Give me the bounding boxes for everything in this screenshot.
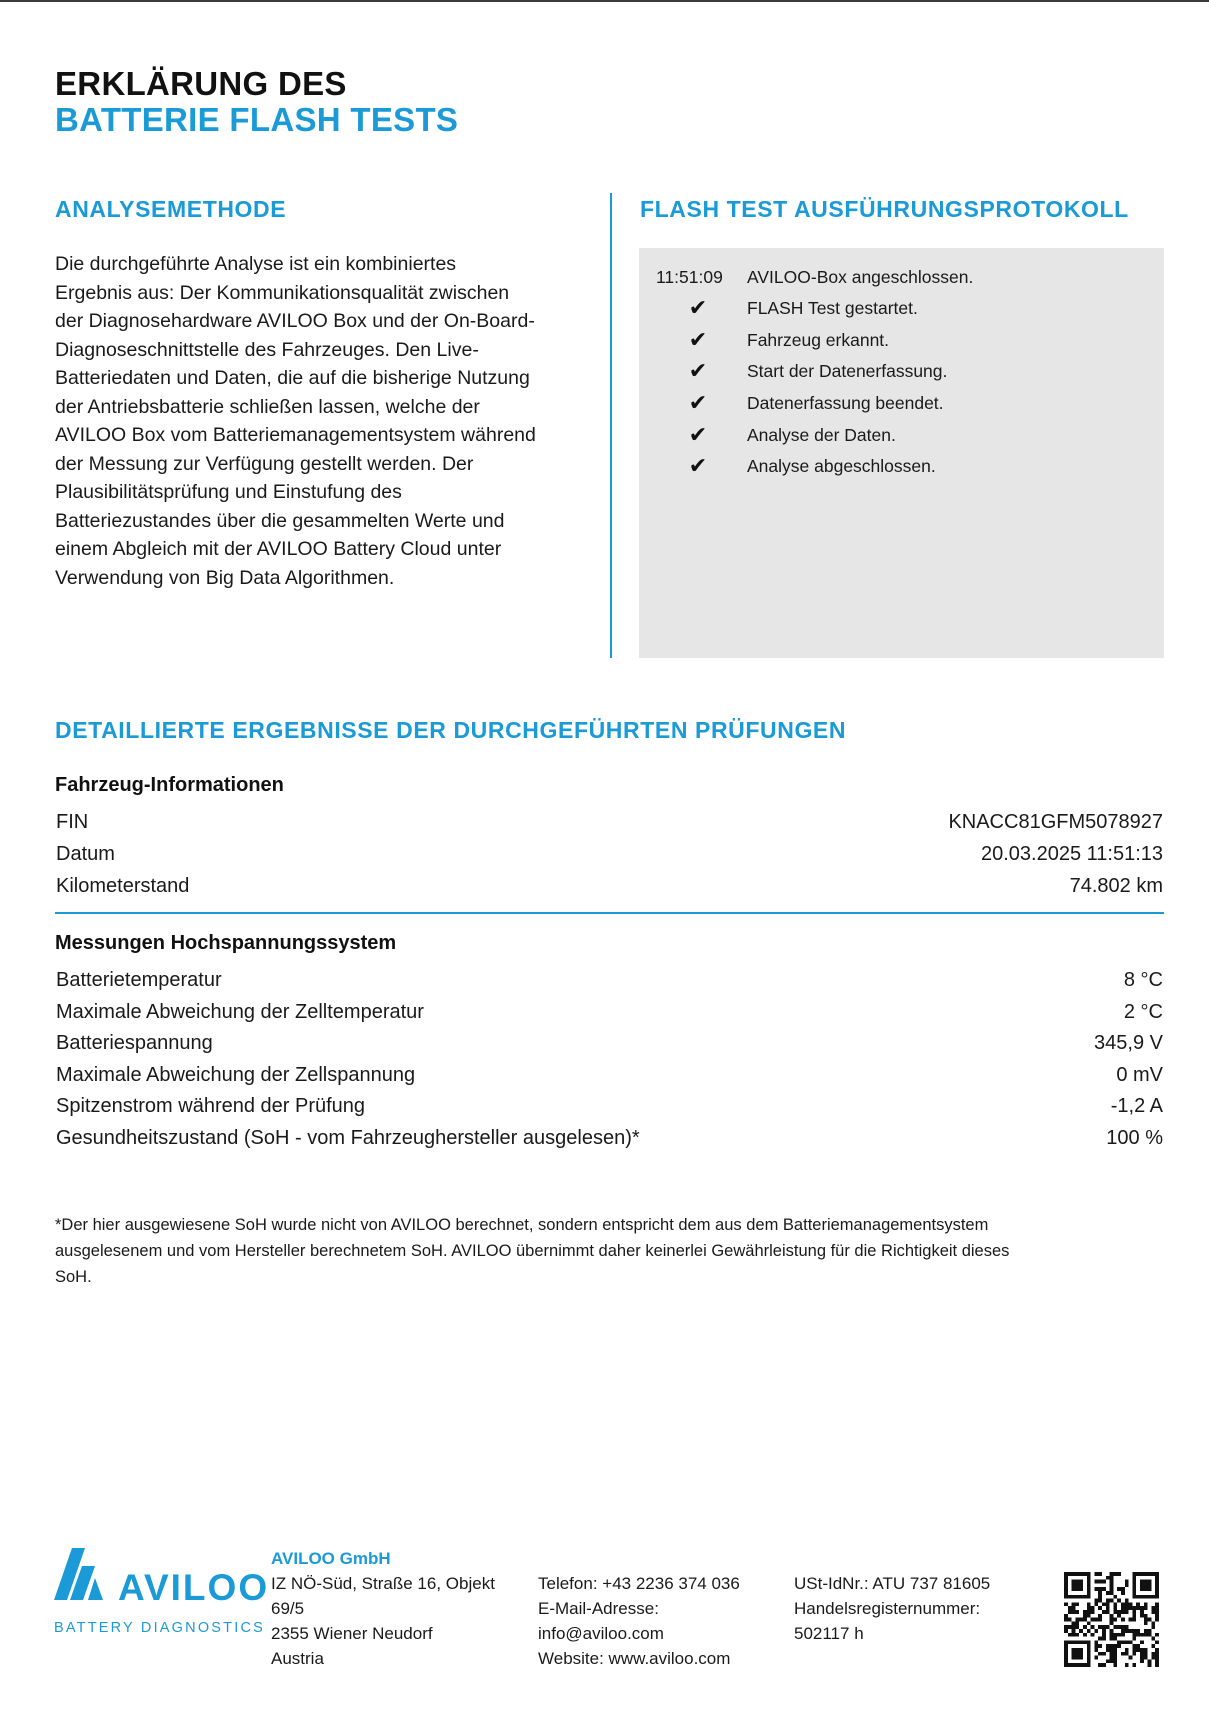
- log-message: Fahrzeug erkannt.: [747, 330, 890, 350]
- table-row: [56, 1095, 1163, 1127]
- check-icon: ✔: [688, 327, 708, 352]
- row-value: KNACC81GFM5078927: [948, 811, 1163, 833]
- logo-mark-stroke-3: [88, 1578, 103, 1600]
- table-row: [56, 875, 1163, 907]
- analysis-line: Batteriedaten und Daten, die auf die bisherige Nutzung: [55, 367, 530, 389]
- table-row: [56, 1127, 1163, 1159]
- row-label: Batterietemperatur: [56, 969, 222, 991]
- check-icon: ✔: [688, 295, 708, 320]
- footnote-line: SoH.: [55, 1268, 92, 1286]
- row-value: 0 mV: [1116, 1064, 1163, 1086]
- row-label: FIN: [56, 811, 89, 833]
- analysis-line: Verwendung von Big Data Algorithmen.: [55, 566, 395, 589]
- company-name: AVILOO GmbH: [271, 1549, 391, 1568]
- table-row: [56, 1032, 1163, 1064]
- analysis-line: der Diagnosehardware AVILOO Box und der On-Board-: [55, 310, 535, 332]
- table-row: [56, 843, 1163, 875]
- contact-line: info@aviloo.com: [538, 1624, 664, 1643]
- log-entry: [639, 327, 1164, 360]
- footnote-line: *Der hier ausgewiesene SoH wurde nicht von AVILOO berechnet, sondern entspricht dem aus dem Batteriemanagementsystem: [55, 1216, 989, 1234]
- log-entry: [639, 453, 1164, 486]
- address-line: Austria: [271, 1649, 324, 1668]
- page-title: [55, 66, 458, 138]
- row-value: 8 °C: [1123, 969, 1163, 991]
- qr-code: [1064, 1572, 1159, 1667]
- protocol-log: [639, 248, 1164, 658]
- footer-contact: [538, 1571, 740, 1671]
- row-value: 2 °C: [1123, 1001, 1163, 1023]
- row-value: 100 %: [1106, 1127, 1163, 1149]
- analysis-line: der Messung zur Verfügung gestellt werden. Der: [55, 452, 474, 475]
- protocol-heading: FLASH TEST AUSFÜHRUNGSPROTOKOLL: [640, 196, 1129, 222]
- footer-address: [271, 1546, 495, 1671]
- check-icon: ✔: [688, 390, 708, 415]
- row-label: Maximale Abweichung der Zelltemperatur: [56, 1001, 424, 1023]
- contact-line: Website: www.aviloo.com: [538, 1649, 731, 1668]
- page-title-line1: ERKLÄRUNG DES: [55, 65, 347, 102]
- contact-line: E-Mail-Adresse:: [538, 1599, 659, 1618]
- table-row: [56, 811, 1163, 843]
- results-heading: DETAILLIERTE ERGEBNISSE DER DURCHGEFÜHRTEN PRÜFUNGEN: [55, 717, 847, 743]
- check-icon: ✔: [688, 358, 708, 383]
- contact-line: Telefon: +43 2236 374 036: [538, 1574, 740, 1593]
- address-line: 69/5: [271, 1599, 305, 1618]
- log-entry: [639, 358, 1164, 391]
- log-message: AVILOO-Box angeschlossen.: [747, 267, 974, 287]
- page-title-line2: BATTERIE FLASH TESTS: [55, 101, 459, 138]
- analysis-line: Die durchgeführte Analyse ist ein kombiniertes: [55, 253, 457, 275]
- logo-wordmark: AVILOO: [118, 1567, 270, 1608]
- soh-footnote: [55, 1212, 1165, 1290]
- vehicle-info-title: Fahrzeug-Informationen: [55, 774, 284, 796]
- log-entry: [639, 422, 1164, 455]
- log-message: Start der Datenerfassung.: [747, 361, 948, 381]
- log-entry: [639, 390, 1164, 423]
- analysis-line: Batteriezustandes über die gesammelten Werte und: [55, 509, 505, 532]
- analysis-line: einem Abgleich mit der AVILOO Battery Cloud unter: [55, 538, 502, 560]
- log-message: Analyse der Daten.: [747, 425, 896, 445]
- table-row: [56, 1001, 1163, 1033]
- analysis-line: Ergebnis aus: Der Kommunikationsqualität zwischen: [55, 281, 510, 304]
- address-line: 2355 Wiener Neudorf: [271, 1624, 433, 1643]
- analysis-line: AVILOO Box vom Batteriemanagementsystem während: [55, 424, 536, 446]
- row-label: Kilometerstand: [56, 875, 190, 897]
- row-value: 345,9 V: [1094, 1032, 1163, 1054]
- log-message: Datenerfassung beendet.: [747, 393, 944, 413]
- log-entry: [639, 295, 1164, 328]
- section-divider: [55, 912, 1164, 914]
- legal-line: Handelsregisternummer:: [794, 1599, 981, 1618]
- legal-line: USt-IdNr.: ATU 737 81605: [794, 1574, 991, 1593]
- footer-legal: [794, 1571, 990, 1646]
- column-divider: [610, 193, 612, 658]
- table-row: [56, 1064, 1163, 1096]
- legal-line: 502117 h: [794, 1624, 864, 1643]
- hv-measurements-title: Messungen Hochspannungssystem: [55, 932, 397, 954]
- check-icon: ✔: [688, 422, 708, 447]
- row-label: Maximale Abweichung der Zellspannung: [56, 1064, 416, 1086]
- log-message: Analyse abgeschlossen.: [747, 456, 936, 476]
- analysis-text: [55, 250, 595, 592]
- row-value: 74.802 km: [1069, 875, 1163, 897]
- footnote-line: ausgelesenem und vom Hersteller berechnetem SoH. AVILOO übernimmt daher keinerlei Gewährleistung für die Richtigkeit dieses: [55, 1242, 1010, 1260]
- row-value: 20.03.2025 11:51:13: [980, 843, 1163, 865]
- analysis-heading: ANALYSEMETHODE: [55, 196, 287, 222]
- row-label: Batteriespannung: [56, 1032, 213, 1054]
- log-time: 11:51:09: [656, 267, 723, 287]
- row-value: -1,2 A: [1110, 1095, 1163, 1117]
- check-icon: ✔: [688, 453, 708, 478]
- row-label: Spitzenstrom während der Prüfung: [56, 1095, 366, 1117]
- analysis-line: Plausibilitätsprüfung und Einstufung des: [55, 481, 402, 503]
- analysis-line: Diagnoseschnittstelle des Fahrzeuges. Den Live-: [55, 338, 479, 361]
- log-message: FLASH Test gestartet.: [747, 298, 918, 318]
- analysis-line: der Antriebsbatterie schließen lassen, welche der: [55, 395, 480, 418]
- top-border: [0, 0, 1209, 2]
- address-line: IZ NÖ-Süd, Straße 16, Objekt: [271, 1574, 495, 1593]
- table-row: [56, 969, 1163, 1001]
- logo-tagline: BATTERY DIAGNOSTICS: [54, 1620, 265, 1636]
- row-label: Datum: [56, 843, 115, 865]
- row-label: Gesundheitszustand (SoH - vom Fahrzeughersteller ausgelesen)*: [56, 1127, 640, 1149]
- log-entry: [639, 267, 1164, 297]
